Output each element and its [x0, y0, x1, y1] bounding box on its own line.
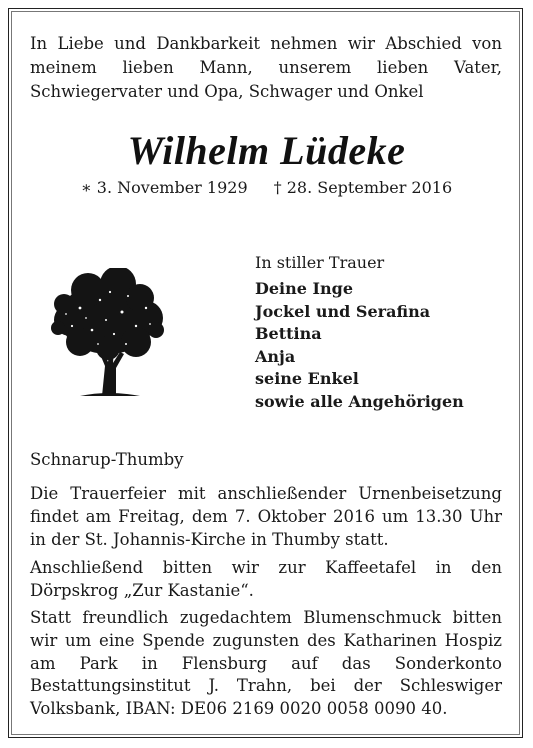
mourner-item: sowie alle Angehörigen [255, 391, 464, 411]
donation-paragraph: Statt freundlich zugedachtem Blumenschmuck bitten wir um eine Spende zugunsten des Katharinen Hospiz am Park in Flensburg auf das Sonderkonto Bestattungsinstitut J. Trahn, bei der Schleswiger Volksbank, IBAN: DE06 2169 0020 0058 0090 40. [30, 608, 502, 719]
tree-icon [50, 268, 166, 398]
intro-text: In Liebe und Dankbarkeit nehmen wir Abschied von meinem lieben Mann, unserem lieben Vater, Schwiegervater und Opa, Schwager und Onkel [30, 34, 502, 101]
mourner-item: Deine Inge [255, 279, 353, 298]
life-dates [0, 178, 533, 197]
mourning-label: In stiller Trauer [255, 253, 385, 272]
mourner-item: Anja [255, 346, 296, 366]
ceremony-paragraph: Die Trauerfeier mit anschließender Urnenbeisetzung findet am Freitag, dem 7. Oktober 2016 um 13.30 Uhr in der St. Johannis-Kirche in Thumby statt. [30, 484, 502, 549]
mourner-item: seine Enkel [255, 369, 359, 388]
death-date: † 28. September 2016 [273, 178, 453, 197]
birth-date: ∗ 3. November 1929 [80, 178, 248, 197]
place-name: Schnarup-Thumby [30, 450, 184, 469]
mourner-item: Bettina [255, 324, 322, 343]
reception-paragraph: Anschließend bitten wir zur Kaffeetafel in den Dörpskrog „Zur Kastanie“. [30, 558, 502, 600]
deceased-name: Wilhelm Lüdeke [127, 128, 406, 173]
mourner-item: Jockel und Serafina [255, 301, 431, 321]
mourner-list [255, 278, 464, 413]
